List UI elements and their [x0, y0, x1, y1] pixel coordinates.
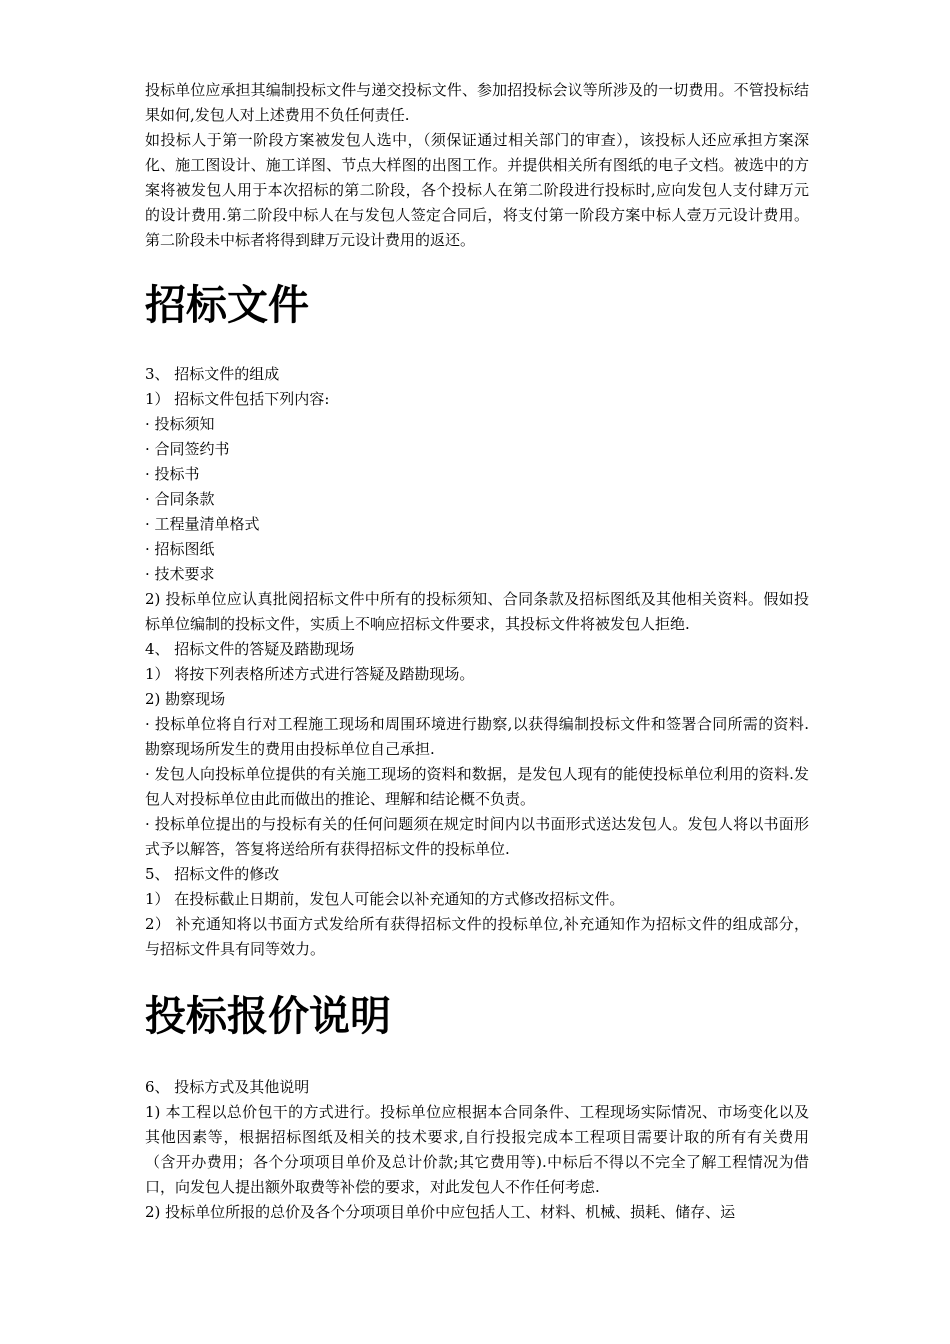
paragraph: 1） 在投标截止日期前，发包人可能会以补充通知的方式修改招标文件。	[145, 890, 625, 908]
paragraph: 2) 勘察现场	[145, 690, 226, 708]
list-item: · 招标图纸	[145, 540, 215, 558]
paragraph: 1) 本工程以总价包干的方式进行。投标单位应根据本合同条件、工程现场实际情况、市场变化以及其他因素等，根据招标图纸及相关的技术要求,自行投报完成本工程项目需要计取的所有有关费用（含开办费用；各个分项项目单价及总计价款;其它费用等).中标后不得以不完全了解工程情况为借口，向发包人提出额外取费等补偿的要求，对此发包人不作任何考虑.	[145, 1103, 809, 1196]
list-item: · 投标书	[145, 465, 200, 483]
clause-heading: 6、 投标方式及其他说明	[145, 1078, 310, 1096]
paragraph: 2) 投标单位应认真批阅招标文件中所有的投标须知、合同条款及招标图纸及其他相关资料。假如投标单位编制的投标文件，实质上不响应招标文件要求，其投标文件将被发包人拒绝.	[145, 590, 809, 633]
section-heading: 招标文件	[145, 281, 309, 329]
paragraph: 1） 招标文件包括下列内容:	[145, 390, 330, 408]
list-item: · 投标单位提出的与投标有关的任何问题须在规定时间内以书面形式送达发包人。发包人将以书面形式予以解答，答复将送给所有获得招标文件的投标单位.	[145, 815, 809, 858]
document-page	[145, 78, 809, 1225]
paragraph: 1） 将按下列表格所述方式进行答疑及踏勘现场。	[145, 665, 475, 683]
section-heading: 投标报价说明	[145, 992, 391, 1040]
paragraph: 2) 投标单位所报的总价及各个分项项目单价中应包括人工、材料、机械、损耗、储存、运	[145, 1203, 736, 1221]
clause-heading: 4、 招标文件的答疑及踏勘现场	[145, 640, 355, 658]
paragraph: 2） 补充通知将以书面方式发给所有获得招标文件的投标单位,补充通知作为招标文件的组成部分，与招标文件具有同等效力。	[145, 915, 809, 958]
list-item: · 合同签约书	[145, 440, 230, 458]
intro-paragraph: 如投标人于第一阶段方案被发包人选中，（须保证通过相关部门的审查），该投标人还应承担方案深化、施工图设计、施工详图、节点大样图的出图工作。并提供相关所有图纸的电子文档。被选中的方案将被发包人用于本次招标的第二阶段，各个投标人在第二阶段进行投标时,应向发包人支付肆万元的设计费用.第二阶段中标人在与发包人签定合同后，将支付第一阶段方案中标人壹万元设计费用。第二阶段未中标者将得到肆万元设计费用的返还。	[145, 131, 809, 249]
list-item: · 技术要求	[145, 565, 215, 583]
list-item: · 工程量清单格式	[145, 515, 260, 533]
list-item: · 投标单位将自行对工程施工现场和周围环境进行勘察,以获得编制投标文件和签署合同所需的资料.勘察现场所发生的费用由投标单位自己承担.	[145, 715, 809, 758]
list-item: · 合同条款	[145, 490, 215, 508]
list-item: · 发包人向投标单位提供的有关施工现场的资料和数据，是发包人现有的能使投标单位利用的资料.发包人对投标单位由此而做出的推论、理解和结论概不负责。	[145, 765, 809, 808]
list-item: · 投标须知	[145, 415, 215, 433]
intro-paragraph: 投标单位应承担其编制投标文件与递交投标文件、参加招投标会议等所涉及的一切费用。不管投标结果如何,发包人对上述费用不负任何责任.	[145, 81, 809, 124]
clause-heading: 3、 招标文件的组成	[145, 365, 280, 383]
clause-heading: 5、 招标文件的修改	[145, 865, 280, 883]
